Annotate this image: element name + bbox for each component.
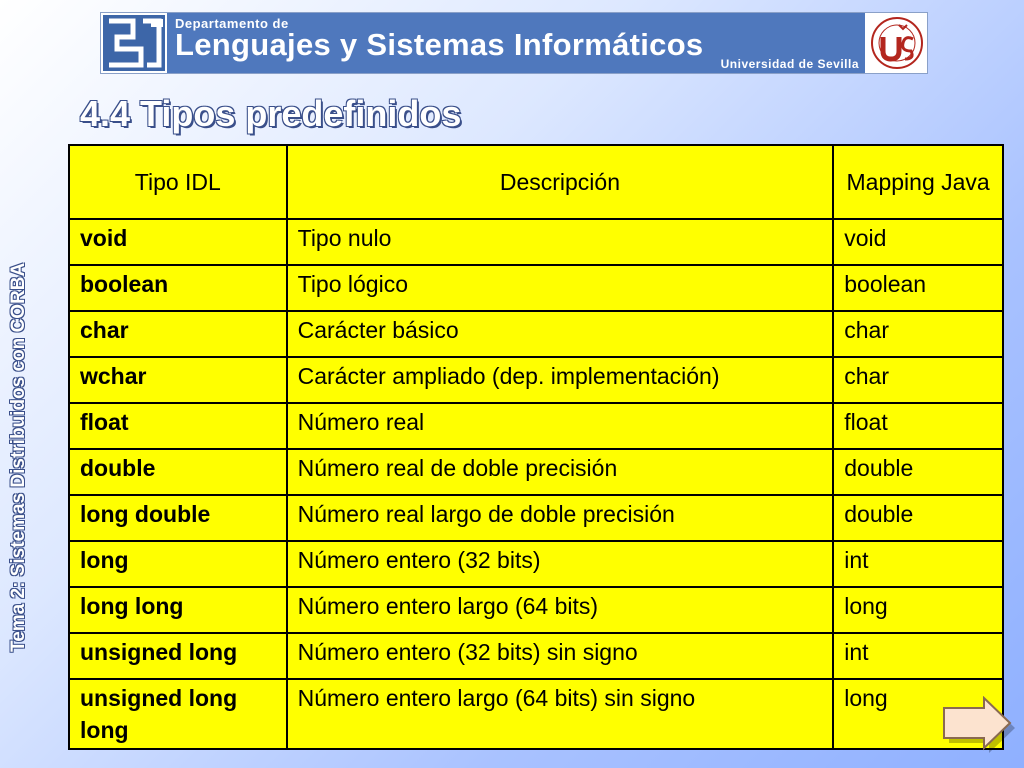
table-row xyxy=(69,219,1003,265)
table-row xyxy=(69,449,1003,495)
description-cell: Número real largo de doble precisión xyxy=(287,495,834,541)
java-mapping-cell: double xyxy=(833,449,1003,495)
idl-type-cell: double xyxy=(69,449,287,495)
java-mapping-cell: char xyxy=(833,311,1003,357)
table-row xyxy=(69,541,1003,587)
java-mapping-cell: void xyxy=(833,219,1003,265)
idl-type-cell: boolean xyxy=(69,265,287,311)
idl-type-cell: long xyxy=(69,541,287,587)
idl-type-cell: wchar xyxy=(69,357,287,403)
idl-types-table xyxy=(68,144,1004,750)
table-row xyxy=(69,311,1003,357)
description-cell: Carácter básico xyxy=(287,311,834,357)
department-label: Departamento de xyxy=(175,16,289,31)
description-cell: Número entero largo (64 bits) xyxy=(287,587,834,633)
idl-type-cell: unsigned long xyxy=(69,633,287,679)
idl-type-cell: long long xyxy=(69,587,287,633)
java-mapping-cell: long xyxy=(833,587,1003,633)
java-mapping-cell: long xyxy=(833,679,1003,749)
description-cell: Número real de doble precisión xyxy=(287,449,834,495)
description-cell: Número real xyxy=(287,403,834,449)
arrow-right-icon[interactable] xyxy=(940,696,1016,754)
table-row xyxy=(69,265,1003,311)
lsi-logo-icon xyxy=(103,15,165,71)
idl-type-cell: unsigned long long xyxy=(69,679,287,749)
description-cell: Número entero largo (64 bits) sin signo xyxy=(287,679,834,749)
header-idl-type: Tipo IDL xyxy=(69,145,287,219)
table-row xyxy=(69,495,1003,541)
table-row xyxy=(69,679,1003,749)
university-seal-icon xyxy=(869,15,925,71)
description-cell: Tipo lógico xyxy=(287,265,834,311)
java-mapping-cell: boolean xyxy=(833,265,1003,311)
idl-type-cell: void xyxy=(69,219,287,265)
java-mapping-cell: double xyxy=(833,495,1003,541)
side-label: Tema 2: Sistemas Distribuidos con CORBA xyxy=(8,262,29,652)
java-mapping-cell: int xyxy=(833,541,1003,587)
java-mapping-cell: int xyxy=(833,633,1003,679)
idl-type-cell: float xyxy=(69,403,287,449)
slide-title: 4.4 Tipos predefinidos xyxy=(80,93,462,134)
table-header-row xyxy=(69,145,1003,219)
java-mapping-cell: char xyxy=(833,357,1003,403)
description-cell: Carácter ampliado (dep. implementación) xyxy=(287,357,834,403)
department-strip xyxy=(167,13,865,73)
header-banner xyxy=(100,12,928,74)
header-java-mapping: Mapping Java xyxy=(833,145,1003,219)
header-description: Descripción xyxy=(287,145,834,219)
table-row xyxy=(69,357,1003,403)
table-row xyxy=(69,403,1003,449)
table-row xyxy=(69,587,1003,633)
university-name: Universidad de Sevilla xyxy=(720,57,859,71)
idl-type-cell: char xyxy=(69,311,287,357)
idl-type-cell: long double xyxy=(69,495,287,541)
table-row xyxy=(69,633,1003,679)
department-name: Lenguajes y Sistemas Informáticos xyxy=(175,27,704,62)
java-mapping-cell: float xyxy=(833,403,1003,449)
description-cell: Número entero (32 bits) sin signo xyxy=(287,633,834,679)
description-cell: Número entero (32 bits) xyxy=(287,541,834,587)
description-cell: Tipo nulo xyxy=(287,219,834,265)
